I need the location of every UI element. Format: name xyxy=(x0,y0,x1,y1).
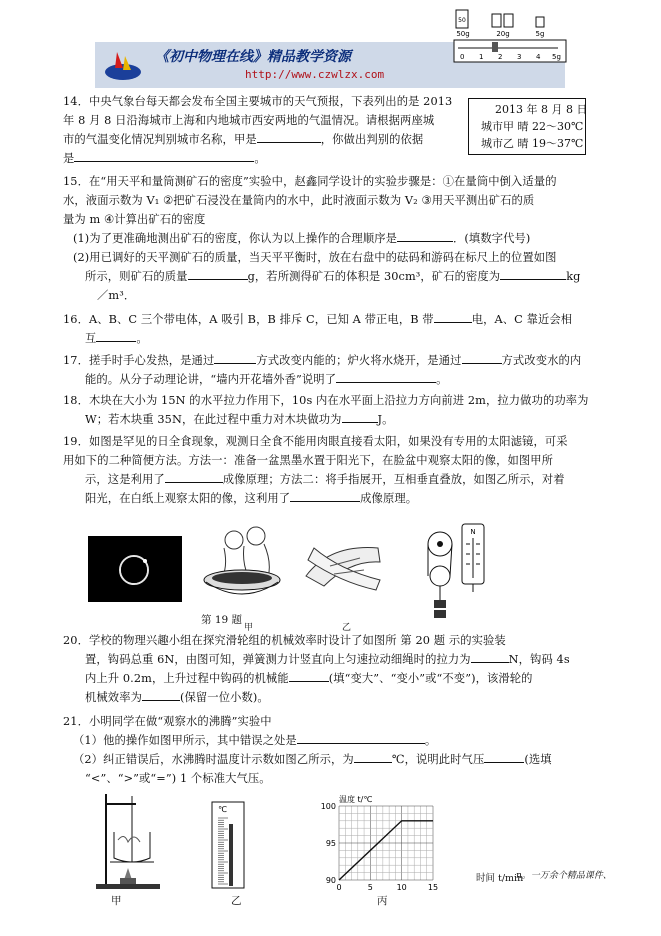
chart-ylabel: 温度 t/℃ xyxy=(339,795,373,804)
question-19: 19．如图是罕见的日全食现象，观测日全食不能用肉眼直接看太阳，如果没有专用的太阳滤镜，可采 用如下的二种简便方法。方法一：准备一盆黑墨水置于阳光下，在脸盆中观察太阳的像，如图甲所 示，这是利用了 成像原理；方法二：将手指展开，互相垂直叠放，如图乙所示，对着 阳光，在白纸上观察太阳的像，这利用了 成像原理。 xyxy=(63,435,568,505)
question-14: 14．中央气象台每天都会发布全国主要城市的天气预报，下表列出的是 2013 年 8 月 8 日沿海城市上海和内地城市西安两地的气温情况。请根据两座城 市的气温变化情况判别城市名称，甲是 ，你做出判别的依据 是 。 xyxy=(63,95,453,165)
weight-50g xyxy=(456,10,470,38)
chart-xtick-label: 5 xyxy=(367,883,373,892)
q14-answer-blank-2[interactable] xyxy=(74,149,254,162)
chart-xlabel: 时间 t/min xyxy=(476,873,524,884)
q15-answer-blank-2[interactable] xyxy=(188,267,248,280)
banner-url[interactable]: http://www.czwlzx.com xyxy=(245,68,385,81)
q15-answer-blank-3[interactable] xyxy=(500,267,566,280)
q17-answer-blank-2[interactable] xyxy=(462,351,502,364)
q14-answer-blank-1[interactable] xyxy=(257,130,321,143)
q16-answer-blank-1[interactable] xyxy=(434,310,472,323)
svg-text:℃: ℃ xyxy=(218,805,227,814)
q19-answer-blank-1[interactable] xyxy=(165,470,223,483)
ink-basin-figure xyxy=(198,522,292,606)
q20-answer-blank-1[interactable] xyxy=(471,650,509,663)
question-17: 17．搓手时手心发热，是通过 方式改变内能的；炉火将水烧开，是通过 方式改变水的内 能的。从分子动理论讲，“墙内开花墙外香”说明了 。 xyxy=(63,351,581,389)
q20-answer-blank-3[interactable] xyxy=(142,688,180,701)
q21-answer-blank-1[interactable] xyxy=(297,731,425,744)
svg-text:2: 2 xyxy=(498,53,503,61)
site-logo-icon xyxy=(103,46,143,84)
footer-watermark: n。一万余个精品课件、 xyxy=(516,871,612,881)
thermometer-figure xyxy=(210,800,246,896)
chart-ytick-label: 100 xyxy=(320,802,336,811)
svg-text:N: N xyxy=(470,528,476,536)
weight-5g xyxy=(536,17,545,38)
q19-answer-blank-2[interactable] xyxy=(290,489,360,502)
svg-text:3: 3 xyxy=(517,53,522,61)
q21-answer-blank-2[interactable] xyxy=(354,750,392,763)
fig19-caption: 第 19 题 xyxy=(201,614,243,626)
chart-xtick-label: 10 xyxy=(396,883,407,892)
question-15: 15．在“用天平和量筒测矿石的密度”实验中，赵鑫同学设计的实验步骤是：①在量筒中倒入适量的 水，液面示数为 V₁ ②把矿石浸没在量筒内的水中，此时液面示数为 V₂ ③用天平测出矿石的质 量为 m ④计算出矿石的密度 (1)为了更准确地测出矿石的密度，你认为以上操作的合理顺序是 ．(填数字代号) (2)用已调好的天平测矿石的质量，当天平平衡时，放在右盘中的砝码和游码在标尺上的位置如图 所示，则矿石的质量 g，若所测得矿石的体积是 30cm³，矿石的密度为 kg ／m³． xyxy=(63,175,581,302)
banner-title: 《初中物理在线》精品教学资源 xyxy=(155,49,351,65)
q17-answer-blank-3[interactable] xyxy=(336,370,436,383)
q20-answer-blank-2[interactable] xyxy=(289,669,329,682)
weather-table: 2013 年 8 月 8 日 城市甲 晴 22～30℃ 城市乙 晴 19～37℃ xyxy=(468,98,586,155)
svg-text:0: 0 xyxy=(460,53,465,61)
question-16: 16．A、B、C 三个带电体，A 吸引 B，B 排斥 C，已知 A 带正电，B 带 电，A、C 靠近会相 互 。 xyxy=(63,310,572,348)
chart-xtick-label: 15 xyxy=(427,883,439,892)
temperature-time-chart xyxy=(315,792,441,894)
weight-20g xyxy=(492,14,513,38)
fig21-label-jia: 甲 xyxy=(111,895,122,907)
svg-text:50g: 50g xyxy=(456,30,470,38)
pulley-system-figure xyxy=(422,520,494,632)
svg-text:50: 50 xyxy=(458,17,466,24)
svg-text:5g: 5g xyxy=(552,53,561,61)
chart-ytick-label: 90 xyxy=(325,876,336,885)
chart-ytick-label: 95 xyxy=(325,839,336,848)
svg-text:20g: 20g xyxy=(496,30,510,38)
q16-answer-blank-2[interactable] xyxy=(96,329,136,342)
boiling-apparatus-figure xyxy=(92,792,164,892)
solar-eclipse-photo xyxy=(88,536,182,602)
svg-text:1: 1 xyxy=(479,53,484,61)
q21-answer-blank-3[interactable] xyxy=(484,750,524,763)
fig21-label-yi: 乙 xyxy=(231,895,242,907)
chart-xtick-label: 0 xyxy=(336,883,342,892)
rider-scale xyxy=(454,40,566,62)
svg-text:5g: 5g xyxy=(535,30,545,38)
svg-text:4: 4 xyxy=(536,53,541,61)
balance-figure xyxy=(452,6,570,68)
question-18: 18．木块在大小为 15N 的水平拉力作用下，10s 内在水平面上沿拉力方向前进 2m，拉力做功的功率为 W；若木块重 35N，在此过程中重力对木块做功为 J。 xyxy=(63,394,589,426)
q15-answer-blank-1[interactable] xyxy=(397,229,453,242)
fig21-label-bing: 丙 xyxy=(377,895,388,907)
crossed-fingers-figure xyxy=(300,530,386,596)
fig19-label-yi: 乙 xyxy=(342,623,352,633)
q17-answer-blank-1[interactable] xyxy=(214,351,256,364)
fig19-label-jia: 甲 xyxy=(244,623,254,633)
question-20: 20．学校的物理兴趣小组在探究滑轮组的机械效率时设计了如图所 第 20 题 示的实验装 置，钩码总重 6N，由图可知，弹簧测力计竖直向上匀速拉动细绳时的拉力为 N，钩码 4s 内上升 0.2m，上升过程中钩码的机械能 (填“变大”、“变小”或“不变”)，该滑轮的 机械效率为 (保留一位小数)。 xyxy=(63,634,570,704)
question-21: 21．小明同学在做“观察水的沸腾”实验中 （1）他的操作如图甲所示，其中错误之处是 。 （2）纠正错误后，水沸腾时温度计示数如图乙所示，为 ℃，说明此时气压 (选填 “<”、“>”或“=”) 1 个标准大气压。 xyxy=(63,715,552,785)
q18-answer-blank[interactable] xyxy=(342,410,378,423)
chart-grid xyxy=(339,806,433,880)
